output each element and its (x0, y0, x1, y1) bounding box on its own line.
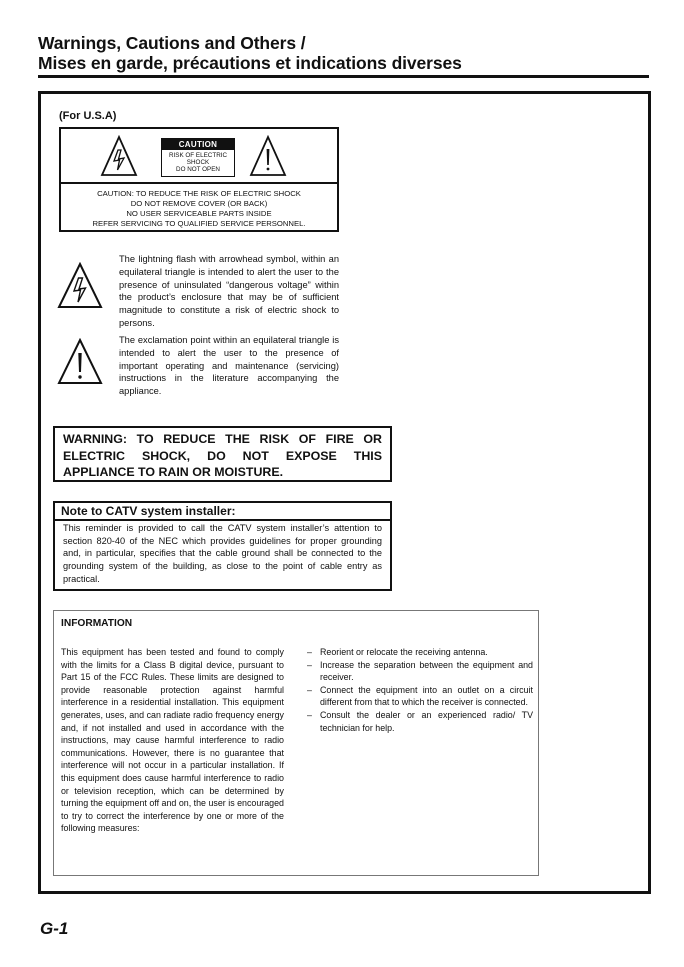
information-measures (307, 646, 533, 734)
caution-symbol-row (61, 129, 337, 184)
list-item (307, 709, 533, 734)
exclamation-triangle-icon (249, 135, 287, 177)
caution-text-line: NO USER SERVICEABLE PARTS INSIDE (126, 209, 272, 218)
title-rule (38, 75, 649, 78)
list-item (307, 646, 533, 659)
list-dash: – (307, 659, 312, 670)
page-number: G-1 (40, 919, 69, 938)
list-dash: – (307, 647, 312, 657)
catv-note-body: This reminder is provided to call the CATV system installer’s attention to section 820-40 of the NEC which provides guidelines for proper grounding and, in particular, specifies that the cable ground shall be connected to the grounding system of the building, as close to the point of cable entry as practical. (63, 523, 382, 584)
measure-text: Reorient or relocate the receiving antenna. (320, 647, 488, 657)
lightning-triangle-icon (100, 135, 138, 177)
title-line-1: Warnings, Cautions and Others / (38, 33, 306, 53)
title-line-2: Mises en garde, précautions et indications diverses (38, 53, 462, 73)
catv-note-title: Note to CATV system installer: (55, 503, 390, 521)
exclamation-triangle-icon (57, 338, 103, 386)
measure-text: Consult the dealer or an experienced radio/ TV technician for help. (320, 709, 533, 733)
lightning-triangle-icon (57, 262, 103, 310)
caution-label (161, 138, 235, 177)
list-dash: – (307, 684, 312, 695)
caution-text-line: REFER SERVICING TO QUALIFIED SERVICE PERSONNEL. (92, 219, 306, 228)
list-dash: – (307, 709, 312, 720)
caution-text-line: CAUTION: TO REDUCE THE RISK OF ELECTRIC SHOCK (97, 189, 301, 198)
information-body: This equipment has been tested and found to comply with the limits for a Class B digital device, pursuant to Part 15 of the FCC Rules. These limits are designed to provide reasonable protection against harmful interference in a residential installation. This equipment generates, uses, and can radiate radio frequency energy and, if not installed and used in accordance with the instructions, may cause harmful interference to radio communications. However, there is no guarantee that interference will not occur in a particular installation. If this equipment does cause harmful interference to radio or television reception, which can be determined by turning the equipment off and on, the user is encouraged to try to correct the interference by one or more of the following measures: (61, 647, 284, 834)
warning-box: WARNING: TO REDUCE THE RISK OF FIRE OR ELECTRIC SHOCK, DO NOT EXPOSE THIS APPLIANCE TO RAIN OR MOISTURE. (53, 426, 392, 482)
caution-text-line: DO NOT REMOVE COVER (OR BACK) (130, 199, 268, 208)
caution-box (59, 127, 339, 232)
measure-text: Increase the separation between the equipment and receiver. (320, 659, 533, 683)
information-box (53, 610, 539, 876)
list-item (307, 684, 533, 709)
lightning-symbol-description: The lightning flash with arrowhead symbol, within an equilateral triangle is intended to alert the user to the presence of uninsulated “dangerous voltage” within the product’s enclosure that may be of sufficient magnitude to constitute a risk of electric shock to persons. (119, 254, 339, 328)
list-item (307, 659, 533, 684)
caution-label-title: CAUTION (162, 139, 234, 150)
information-title: INFORMATION (61, 618, 133, 629)
measure-text: Connect the equipment into an outlet on a circuit different from that to which the receiver is connected. (320, 684, 533, 708)
caution-label-line: DO NOT OPEN (176, 166, 220, 174)
region-label: (For U.S.A) (59, 110, 117, 122)
caution-label-line: RISK OF ELECTRIC (168, 152, 228, 159)
caution-text (61, 189, 337, 229)
caution-label-line: SHOCK (186, 159, 210, 167)
catv-note-box (53, 501, 392, 591)
exclamation-symbol-description: The exclamation point within an equilateral triangle is intended to alert the user to the presence of important operating and maintenance (servicing) instructions in the literature accompanying the appliance. (119, 335, 339, 397)
page-title (38, 33, 462, 73)
